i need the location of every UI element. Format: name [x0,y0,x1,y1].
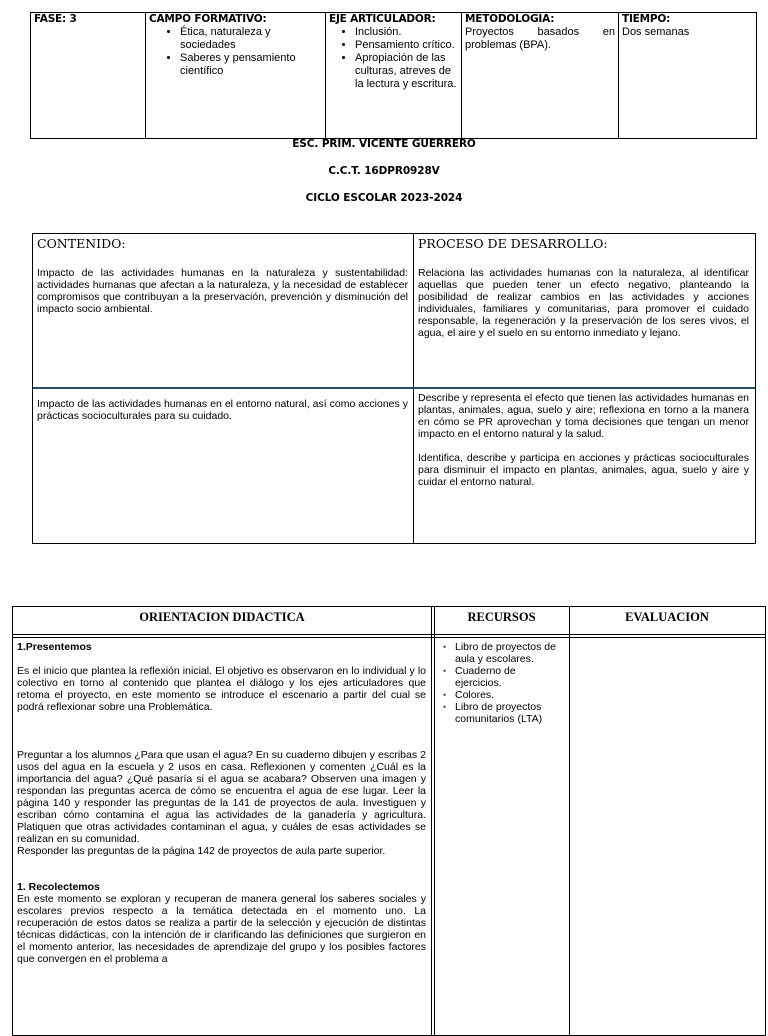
contenido-text-1: Impacto de las actividades humanas en la naturaleza y sustentabilidad: actividades humanas que afectan a la naturaleza, y la necesidad de establecer compromisos que contribuyan a la preservación, prevención y disminución del impacto socio ambiental. [37,267,408,315]
campo-item: • Saberes y pensamiento científico [180,52,322,78]
fase-label: FASE: 3 [34,13,77,25]
proceso-paragraph: Identifica, describe y participa en acciones y prácticas socioculturales para disminuir el impacto en plantas, animales, agua, suelo y aire y cuidar el entorno natural. [418,452,749,488]
school-name: ESC. PRIM. VICENTE GUERRERO [292,138,476,150]
eje-list [329,26,458,91]
divider [13,637,765,638]
eje-cell [326,13,462,139]
eje-item: • Apropiación de las culturas, atreves de la lectura y escritura. [355,52,458,91]
divider [13,634,765,635]
divider [434,607,435,1035]
section-title: 1.Presentemos [17,641,92,653]
orientacion-body [17,641,426,965]
metodologia-word: basados [537,26,580,38]
recursos-list [441,641,565,725]
divider [431,607,432,1035]
contenido-title: CONTENIDO: [37,236,126,251]
recurso-item: • Colores. [441,689,565,701]
eje-item: • Inclusión. [355,26,458,39]
recurso-item: • Cuaderno de ejercicios. [441,665,565,689]
tiempo-cell [619,13,757,139]
info-table [30,12,757,139]
proceso-title: PROCESO DE DESARROLLO: [418,236,608,251]
section-paragraph: Preguntar a los alumnos ¿Para que usan el agua? En su cuaderno dibujen y escribas 2 usos del agua en la escuela y 2 usos en casa. Reflexionen y comenten ¿Cuál es la importancia del agua? ¿Qué pasaría si el agua se acabara? Observen una imagen y respondan las preguntas acerca de cómo se encuentra el agua de ese lugar. Leer la página 140 y responder las preguntas de la 141 de proyectos de aula. Investiguen y escriban cómo contamina el agua las actividades de la ganadería y agricultura. Platiquen que otras actividades contaminan el agua, y cuáles de esas actividades se realizan en su comunidad. [17,749,426,845]
recurso-item: • Libro de proyectos de aula y escolares. [441,641,565,665]
campo-list [149,26,322,78]
eje-title: EJE ARTICULADOR: [329,13,436,25]
school-cycle: CICLO ESCOLAR 2023-2024 [305,192,463,204]
campo-item: • Ética, naturaleza y sociedades [180,26,322,52]
metodologia-cell [462,13,619,139]
proceso-text-1: Relaciona las actividades humanas con la naturaleza, al identificar aquellas que pueden tener un efecto negativo, planteando la posibilidad de realizar cambios en las actividades y acciones individuales, familiares y comunitarias, para promover el cuidado responsable, la regeneración y la preservación de los seres vivos, el agua, el aire y el suelo en su entorno inmediato y lejano. [418,267,749,339]
section-paragraph: Es el inicio que plantea la reflexión inicial. El objetivo es observaron en lo individual y lo colectivo en torno al contenido que plantea el diálogo y los ejes articuladores que retoma el proyecto, en este momento se introduce el escenario a partir del cual se podrá reflexionar sobre una Problemática. [17,665,426,713]
campo-cell [146,13,326,139]
orientacion-table [12,606,766,1036]
metodologia-word: en [602,26,615,38]
proceso-text-2 [418,392,749,500]
orientacion-header: ORIENTACION DIDACTICA [139,610,305,624]
proceso-paragraph: Describe y representa el efecto que tienen las actividades humanas en plantas, animales, agua, suelo y aire; reflexiona en torno a la manera en cómo se PR aprovechan y toma decisiones que tengan un menor impacto en el entorno natural y la salud. [418,392,749,440]
tiempo-title: TIEMPO: [622,13,671,25]
contenido-text-2: Impacto de las actividades humanas en el entorno natural, así como acciones y prácticas socioculturales para su cuidado. [37,398,408,422]
metodologia-title: METODOLOGIA: [465,13,555,25]
evaluacion-header: EVALUACION [625,610,709,624]
recursos-header: RECURSOS [467,610,536,624]
metodologia-line2: problemas (BPA). [465,39,551,51]
recurso-item: • Libro de proyectos comunitarios (LTA) [441,701,565,725]
divider [569,607,570,1035]
section-paragraph: En este momento se exploran y recuperan de manera general los saberes sociales y escolares previos respecto a la temática detectada en el momento uno. La recuperación de estos datos se realiza a partir de la selección y ejecución de distintas técnicas didácticas, con la intención de ir clarificando las definiciones que surgieron en el momento anterior, las necesidades de aprendizaje del grupo y los posibles factores que convergen en el problema a [17,893,426,965]
campo-title: CAMPO FORMATIVO: [149,13,267,25]
divider [33,387,755,389]
section-title: 1. Recolectemos [17,881,100,893]
school-cct: C.C.T. 16DPR0928V [328,165,440,177]
fase-cell [31,13,146,139]
metodologia-line1 [465,26,615,39]
content-table [32,233,756,544]
tiempo-value: Dos semanas [622,26,690,38]
metodologia-word: Proyectos [465,26,514,38]
section-paragraph: Responder las preguntas de la página 142 de proyectos de aula parte superior. [17,845,386,857]
eje-item: • Pensamiento crítico. [355,39,458,52]
